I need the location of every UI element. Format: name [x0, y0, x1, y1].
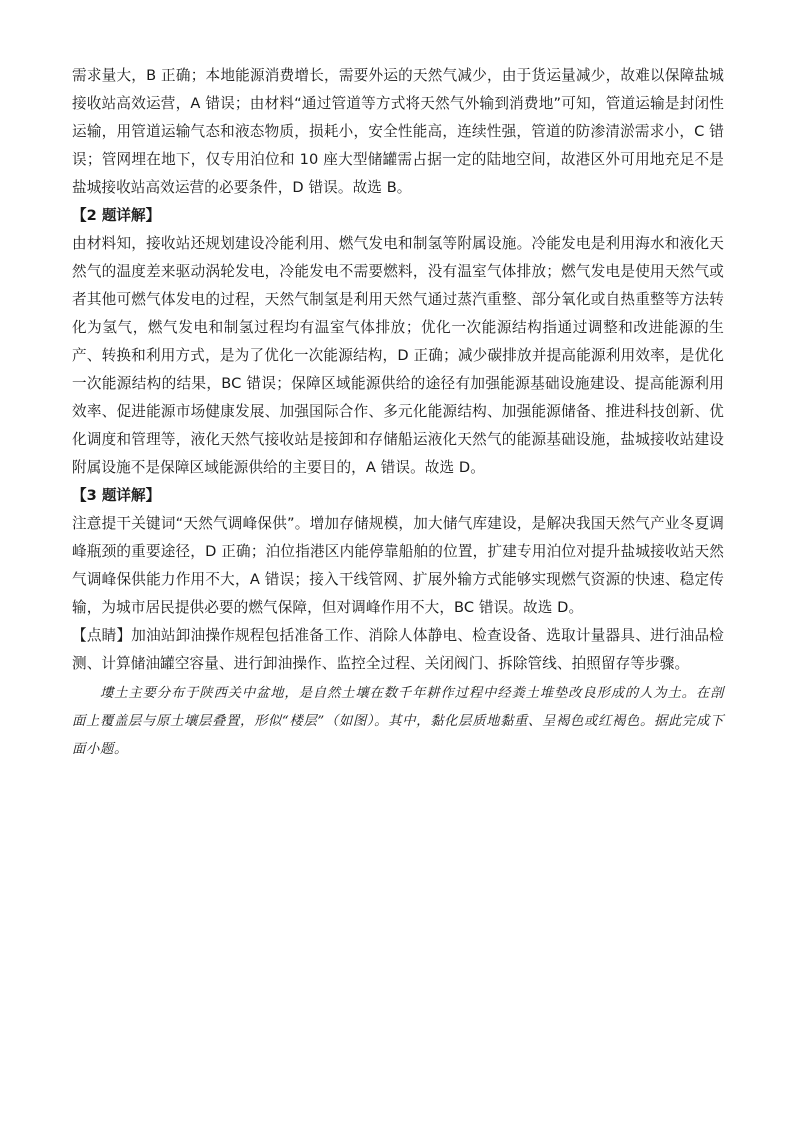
answer-paragraph-3: 注意提干关键词“天然气调峰保供”。增加存储规模，加大储气库建设，是解决我国天然气产业冬夏调峰瓶颈的重要途径，D 正确；泊位指港区内能停靠船舶的位置，扩建专用泊位对提升盐城接收站天然气调峰保供能力作用不大，A 错误；接入干线管网、扩展外输方式能够实现燃气资源的快速、稳定传输，为城市居民提供必要的燃气保障，但对调峰作用不大，BC 错误。故选 D。: [72, 515, 724, 616]
document-page: [72, 62, 724, 764]
answer-paragraph-2: 由材料知，接收站还规划建设冷能利用、燃气发电和制氢等附属设施。冷能发电是利用海水和液化天然气的温度差来驱动涡轮发电，冷能发电不需要燃料，没有温室气体排放；燃气发电是使用天然气或者其他可燃气体发电的过程，天然气制氢是利用天然气通过蒸汽重整、部分氧化或自热重整等方法转化为氢气，燃气发电和制氢过程均有温室气体排放；优化一次能源结构指通过调整和改进能源的生产、转换和利用方式，是为了优化一次能源结构，D 正确；减少碳排放并提高能源利用效率，是优化一次能源结构的结果，BC 错误；保障区域能源供给的途径有加强能源基础设施建设、提高能源利用效率、促进能源市场健康发展、加强国际合作、多元化能源结构、加强能源储备、推进科技创新、优化调度和管理等，液化天然气接收站是接卸和存储船运液化天然气的能源基础设施，盐城接收站建设附属设施不是保障区域能源供给的主要目的，A 错误。故选 D。: [72, 235, 724, 476]
answer-paragraph-1: 需求量大，B 正确；本地能源消费增长，需要外运的天然气减少，由于货运量减少，故难以保障盐城接收站高效运营，A 错误；由材料“通过管道等方式将天然气外输到消费地”可知，管道运输是封闭性运输，用管道运输气态和液态物质，损耗小，安全性能高，连续性强，管道的防渗清淤需求小，C 错误；管网埋在地下，仅专用泊位和 10 座大型储罐需占据一定的陆地空间，故港区外可用地充足不是盐城接收站高效运营的必要条件，D 错误。故选 B。: [72, 67, 724, 196]
question-2-heading: 【2 题详解】: [72, 207, 161, 224]
question-3-heading: 【3 题详解】: [72, 487, 161, 504]
key-point-paragraph: 【点睛】加油站卸油操作规程包括准备工作、消除人体静电、检查设备、选取计量器具、进行油品检测、计算储油罐空容量、进行卸油操作、监控全过程、关闭阀门、拆除管线、拍照留存等步骤。: [72, 627, 724, 672]
next-question-intro: 塿土主要分布于陕西关中盆地，是自然土壤在数千年耕作过程中经粪土堆垫改良形成的人为土。在剖面上覆盖层与原土壤层叠置，形似“楼层”（如图）。其中，黏化层质地黏重、呈褐色或红褐色。据此完成下面小题。: [72, 686, 724, 757]
